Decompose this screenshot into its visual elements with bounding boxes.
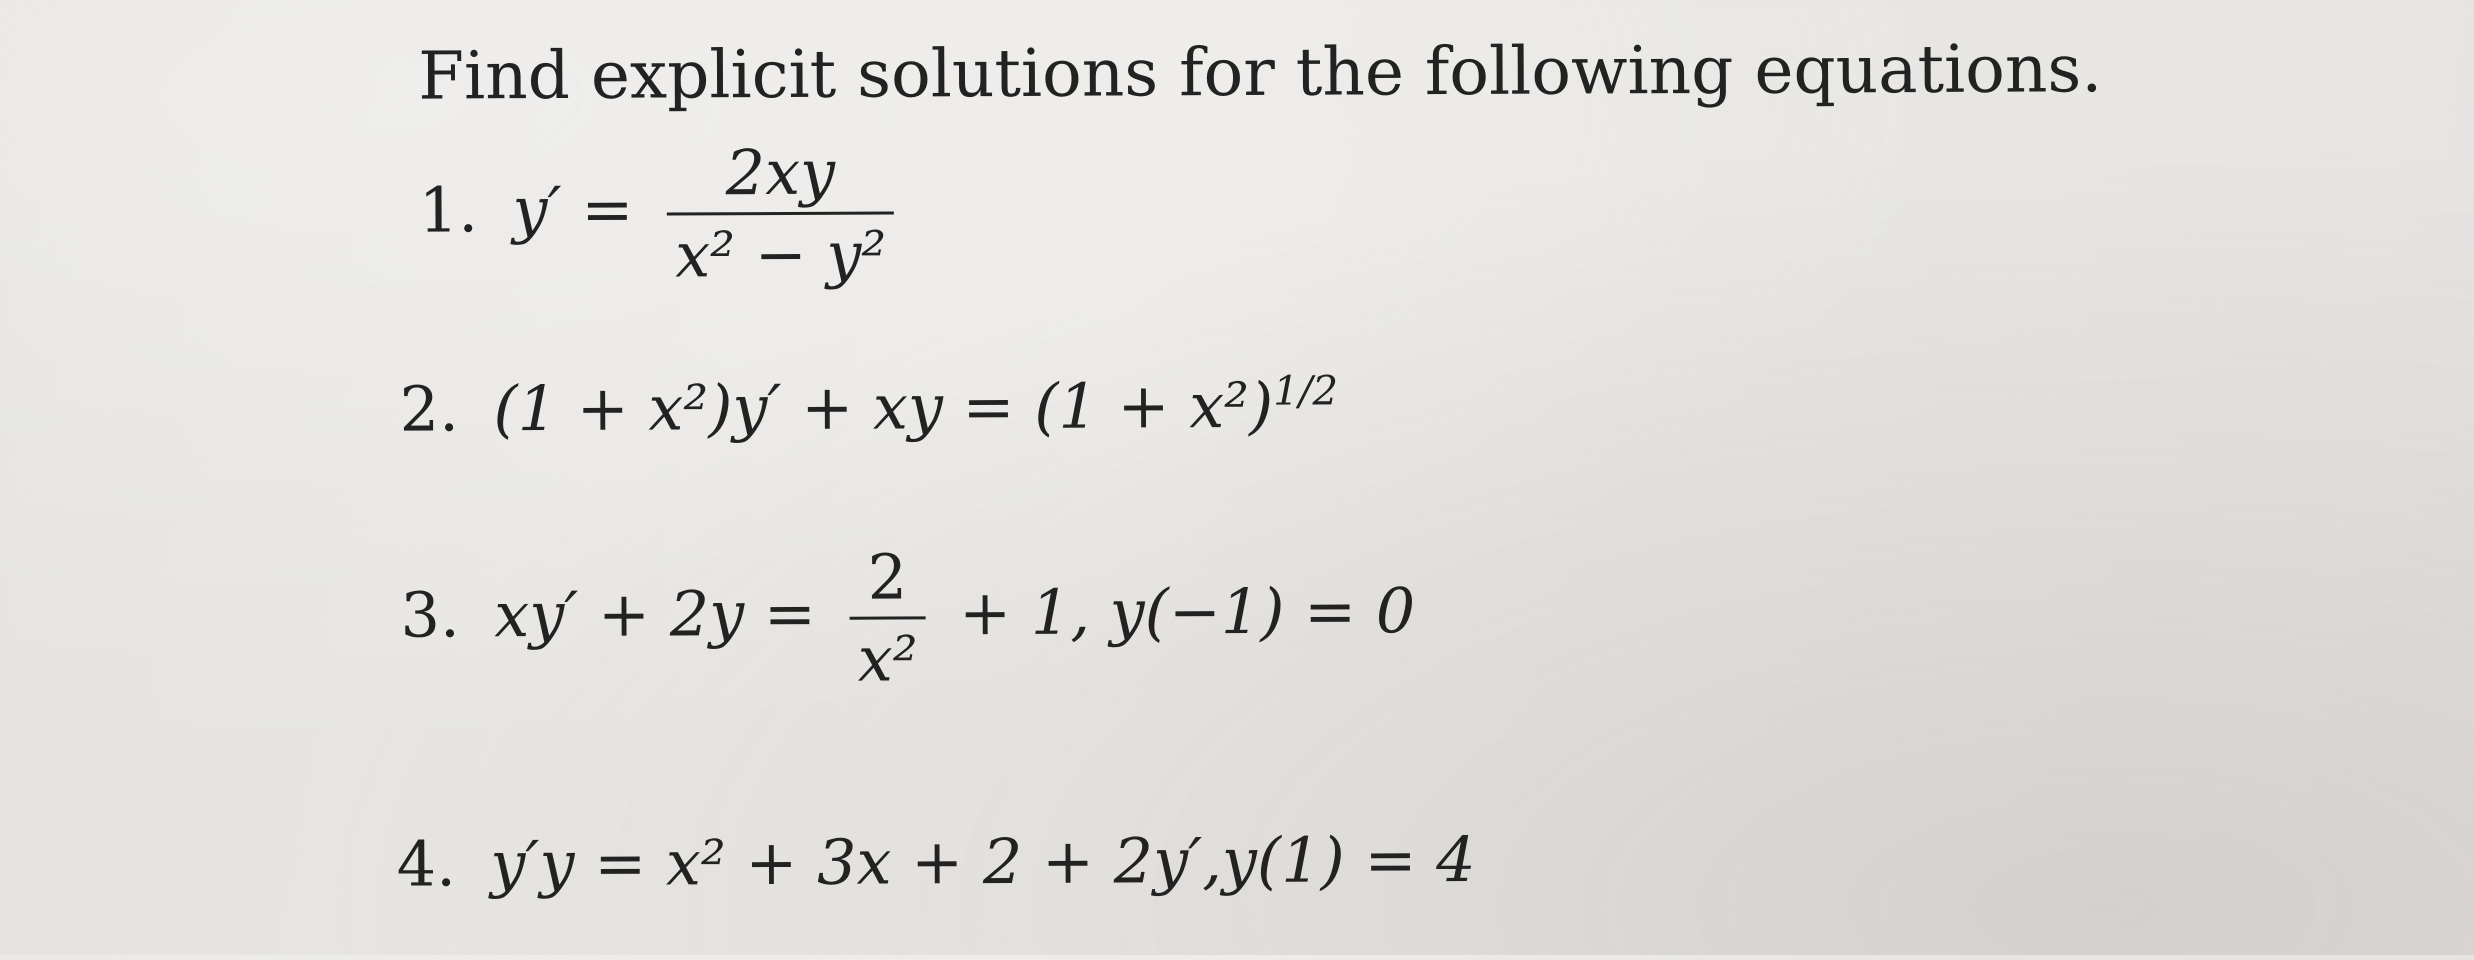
equation-lhs: xy′ + 2y =: [494, 576, 817, 652]
equation-number: 3.: [400, 578, 460, 652]
equation-number: 4.: [396, 827, 456, 901]
fraction: [849, 541, 925, 695]
equation-lhs: y′ =: [512, 172, 634, 247]
fraction-numerator: 2: [867, 540, 908, 614]
equation-expression-text: y′y = x² + 3x + 2 + 2y′,y(1) = 4: [490, 822, 1476, 901]
fraction-bar: [667, 212, 894, 216]
fraction: [667, 136, 895, 291]
equation-number: 2.: [399, 372, 460, 446]
equation-rhs: + 1, y(−1) = 0: [958, 574, 1416, 650]
fraction-numerator: 2xy: [725, 135, 836, 210]
equation-number: 1.: [418, 173, 479, 247]
equation-1: [419, 136, 895, 292]
equation-4: [396, 822, 1476, 901]
equation-expression: [493, 369, 1338, 446]
fraction-bar: [850, 617, 926, 620]
equation-3: [400, 539, 1415, 697]
instruction-text: [418, 30, 2103, 115]
fraction-denominator: x² − y²: [675, 217, 887, 292]
equation-2: [399, 367, 1339, 446]
exponent: 1/2: [1273, 367, 1339, 415]
equation-expression-text: (1 + x²)y′ + xy = $(1 + x^2)^{1/2}$: [493, 367, 1339, 446]
equation-expression: [490, 823, 1476, 900]
instruction-label: Find explicit solutions for the following equations.: [418, 30, 2103, 115]
fraction-denominator: x²: [857, 622, 918, 696]
